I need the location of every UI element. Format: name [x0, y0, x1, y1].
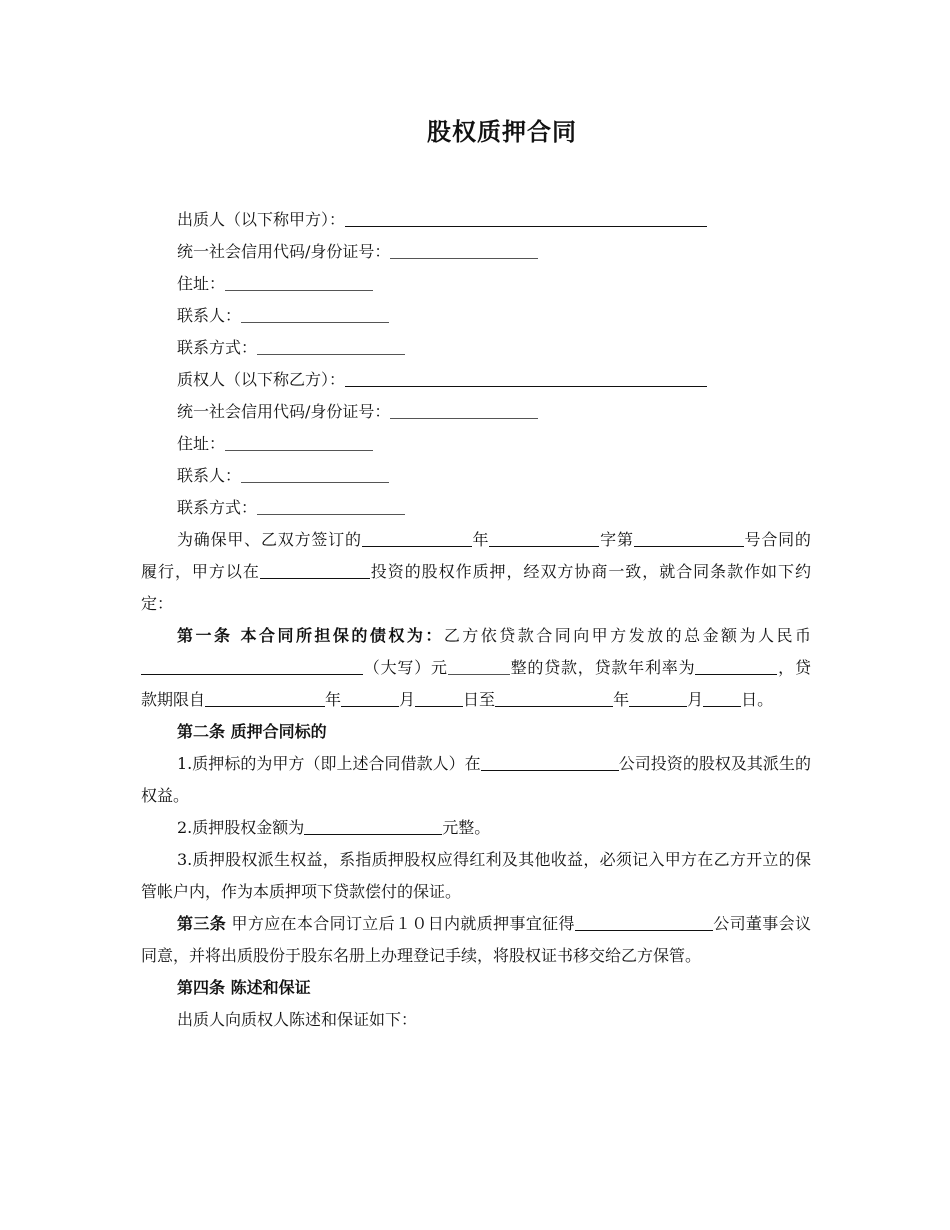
party-a-name-line [141, 204, 811, 236]
end-day-text: 日。 [741, 690, 774, 709]
party-b-name-blank[interactable] [345, 368, 707, 387]
article-2-clause-1 [141, 748, 811, 812]
party-a-name-label: 出质人（以下称甲方）： [177, 210, 346, 229]
preamble-no-text: 字第 [599, 530, 634, 549]
party-b-phone-line [141, 492, 811, 524]
article-4-text-line [141, 1004, 811, 1036]
document-title: 股权质押合同 [427, 118, 577, 146]
preamble-year-text: 年 [471, 530, 490, 549]
end-year-blank[interactable] [495, 688, 613, 707]
article-2-clause-2 [141, 812, 811, 844]
party-b-phone-blank[interactable] [257, 496, 405, 515]
article-2-clause-3 [141, 844, 811, 908]
pledge-amount-blank[interactable] [304, 816, 442, 835]
board-company-blank[interactable] [575, 912, 713, 931]
loan-capital-blank[interactable] [448, 656, 510, 675]
article-2-heading: 第二条 质押合同标的 [177, 722, 327, 741]
party-a-phone-label: 联系方式： [177, 338, 258, 357]
clause-1-text: 1.质押标的为甲方（即上述合同借款人）在 [177, 754, 481, 773]
party-b-name-line [141, 364, 811, 396]
article-3-text-2: 公司董事会议同意，并将出质股份于股东名册上办理登记手续，将股权证书移交给乙方保管。 [141, 914, 811, 965]
party-a-address-line [141, 268, 811, 300]
preamble-contract-text: 号合 [743, 530, 779, 549]
end-year-text: 年 [613, 690, 630, 709]
party-b-contact-line [141, 460, 811, 492]
party-a-contact-label: 联系人： [177, 306, 242, 325]
party-b-phone-label: 联系方式： [177, 498, 258, 517]
preamble-number-blank[interactable] [634, 528, 744, 547]
interest-rate-blank[interactable] [695, 656, 777, 675]
preamble-year-blank[interactable] [362, 528, 472, 547]
party-a-name-blank[interactable] [345, 208, 707, 227]
article-3-heading: 第三条 [177, 914, 227, 933]
clause-3-text: 3.质押股权派生权益，系指质押股权应得红利及其他收益，必须记入甲方在乙方开立的保管帐户内，作为本质押项下贷款偿付的保证。 [141, 850, 811, 901]
article-1-heading: 第一条 本合同所担保的债权为： [177, 626, 444, 645]
article-1-term-text: ，贷款期限自 [141, 658, 811, 709]
party-b-code-blank[interactable] [390, 400, 538, 419]
start-day-text: 日至 [463, 690, 496, 709]
preamble-paragraph [141, 524, 811, 620]
article-4-heading-line [141, 972, 811, 1004]
article-4-text: 出质人向质权人陈述和保证如下： [177, 1010, 418, 1029]
start-year-text: 年 [325, 690, 342, 709]
start-month-text: 月 [399, 690, 416, 709]
article-3 [141, 908, 811, 972]
preamble-text-3: 投资的股权作质押，经双方协商一致，就合同条款作如下约定： [141, 562, 811, 613]
party-b-address-label: 住址： [177, 434, 226, 453]
preamble-prefix-blank[interactable] [489, 528, 599, 547]
party-b-address-blank[interactable] [225, 432, 373, 451]
preamble-text: 为确保甲、乙双方签订的 [177, 530, 362, 549]
article-1-rate-text: 整的贷款，贷款年利率为 [509, 658, 696, 677]
party-b-code-label: 统一社会信用代码/身份证号： [177, 402, 391, 421]
clause-2-text-2: 元整。 [442, 818, 491, 837]
start-month-blank[interactable] [341, 688, 399, 707]
party-a-code-line [141, 236, 811, 268]
article-1-capital-text: （大写）元 [363, 658, 448, 677]
article-4-heading: 第四条 陈述和保证 [177, 978, 311, 997]
preamble-text-2: 同的履行，甲方以在 [141, 530, 811, 581]
preamble-company-blank[interactable] [260, 560, 370, 579]
contract-body [141, 204, 811, 1036]
party-b-name-label: 质权人（以下称乙方）： [177, 370, 346, 389]
party-a-contact-line [141, 300, 811, 332]
end-month-text: 月 [687, 690, 704, 709]
clause-1-text-2: 公司投资的股权及其派生的权益。 [141, 754, 811, 805]
party-b-contact-label: 联系人： [177, 466, 242, 485]
party-a-contact-blank[interactable] [241, 304, 389, 323]
invested-company-blank[interactable] [481, 752, 619, 771]
end-month-blank[interactable] [629, 688, 687, 707]
party-a-address-label: 住址： [177, 274, 226, 293]
party-b-address-line [141, 428, 811, 460]
party-b-contact-blank[interactable] [241, 464, 389, 483]
party-a-address-blank[interactable] [225, 272, 373, 291]
start-day-blank[interactable] [415, 688, 463, 707]
article-2-heading-line [141, 716, 811, 748]
loan-amount-blank[interactable] [141, 656, 363, 675]
party-a-phone-blank[interactable] [257, 336, 405, 355]
party-a-phone-line [141, 332, 811, 364]
article-1 [141, 620, 811, 716]
article-3-text: 甲方应在本合同订立后１０日内就质押事宜征得 [226, 914, 575, 933]
party-a-code-blank[interactable] [390, 240, 538, 259]
party-a-code-label: 统一社会信用代码/身份证号： [177, 242, 391, 261]
clause-2-text: 2.质押股权金额为 [177, 818, 305, 837]
party-b-code-line [141, 396, 811, 428]
start-year-blank[interactable] [205, 688, 325, 707]
end-day-blank[interactable] [703, 688, 741, 707]
article-1-text: 乙方依贷款合同向甲方发放的总金额为人民币 [443, 626, 811, 645]
